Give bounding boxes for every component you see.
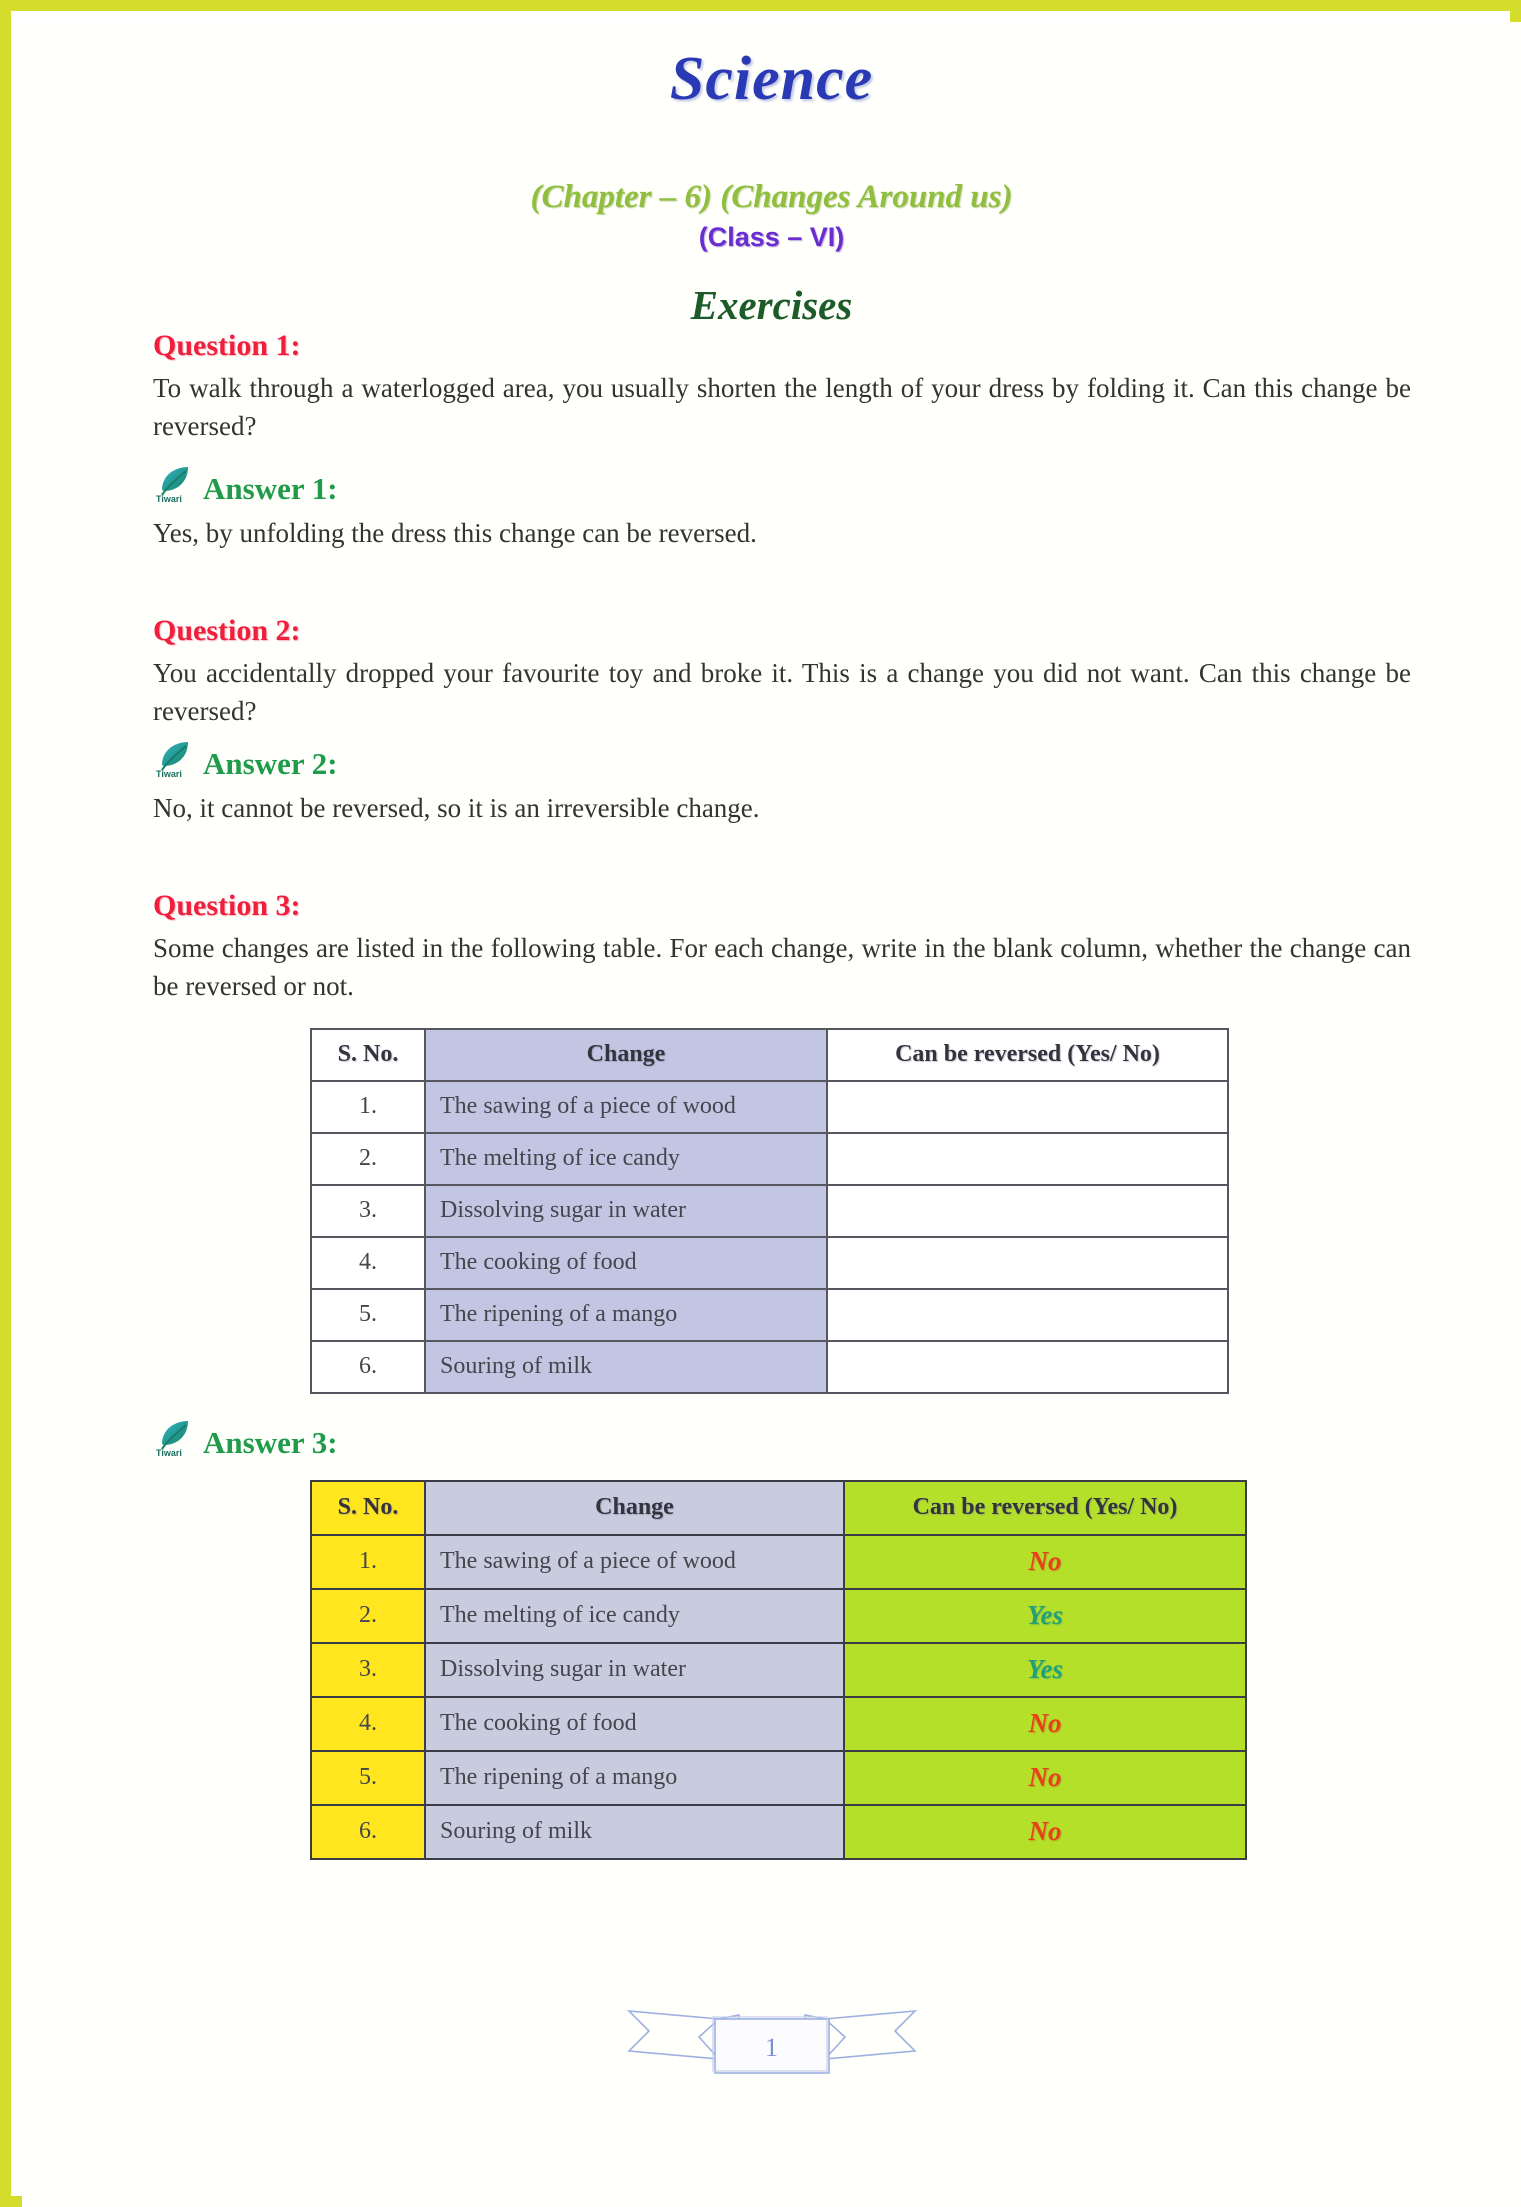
question-3-text: Some changes are listed in the following table. For each change, write in the blank column, whether the change can be reversed or not. bbox=[153, 932, 1411, 1002]
document-content bbox=[22, 22, 1521, 1860]
answer-1-text: Yes, by unfolding the dress this change can be reversed. bbox=[153, 517, 757, 548]
chapter-subtitle: (Chapter – 6) (Changes Around us) bbox=[530, 179, 1013, 215]
class-subtitle: (Class – VI) bbox=[698, 222, 845, 252]
table-row bbox=[311, 1341, 1228, 1393]
spacer bbox=[22, 1006, 1521, 1028]
cell-change: The cooking of food bbox=[425, 1237, 827, 1289]
question-table-wrapper bbox=[22, 1028, 1521, 1394]
cell-reversed bbox=[844, 1589, 1246, 1643]
cell-change: Dissolving sugar in water bbox=[425, 1643, 844, 1697]
question-2-text: You accidentally dropped your favourite toy and broke it. This is a change you did not want. Can this change be reversed? bbox=[153, 657, 1411, 727]
question-table-body bbox=[311, 1081, 1228, 1393]
header-sno: S. No. bbox=[311, 1029, 425, 1081]
cell-change: The sawing of a piece of wood bbox=[425, 1535, 844, 1589]
answer-table bbox=[310, 1480, 1247, 1860]
reversed-value: Yes bbox=[1027, 1600, 1063, 1631]
question-1-text: To walk through a waterlogged area, you usually shorten the length of your dress by folding it. Can this change be reversed? bbox=[153, 373, 1411, 442]
tiwari-leaf-logo-icon bbox=[153, 1418, 197, 1458]
qa-block-2 bbox=[22, 614, 1521, 827]
question-2-label: Question 2: bbox=[153, 613, 301, 647]
answer-1-heading bbox=[153, 462, 1411, 504]
answer-table-body bbox=[311, 1535, 1246, 1859]
cell-reversed bbox=[844, 1805, 1246, 1859]
spacer bbox=[22, 827, 1521, 889]
header-change: Change bbox=[425, 1481, 844, 1535]
table-row bbox=[311, 1133, 1228, 1185]
cell-reversed[interactable] bbox=[827, 1133, 1228, 1185]
svg-text:Tiwari: Tiwari bbox=[156, 768, 182, 779]
table-header-row bbox=[311, 1029, 1228, 1081]
cell-sno: 1. bbox=[311, 1535, 425, 1589]
table-row bbox=[311, 1697, 1246, 1751]
reversed-value: No bbox=[1028, 1816, 1062, 1847]
table-row bbox=[311, 1237, 1228, 1289]
cell-change: The melting of ice candy bbox=[425, 1133, 827, 1185]
answer-3-label: Answer 3: bbox=[203, 1424, 338, 1460]
cell-change: The ripening of a mango bbox=[425, 1751, 844, 1805]
cell-change: The ripening of a mango bbox=[425, 1289, 827, 1341]
cell-sno: 5. bbox=[311, 1289, 425, 1341]
cell-change: The sawing of a piece of wood bbox=[425, 1081, 827, 1133]
question-1-label: Question 1: bbox=[153, 329, 301, 362]
reversed-value: Yes bbox=[1027, 1654, 1063, 1685]
cell-reversed[interactable] bbox=[827, 1289, 1228, 1341]
cell-reversed[interactable] bbox=[827, 1185, 1228, 1237]
cell-change: Dissolving sugar in water bbox=[425, 1185, 827, 1237]
cell-change: Souring of milk bbox=[425, 1805, 844, 1859]
table-row bbox=[311, 1589, 1246, 1643]
cell-reversed[interactable] bbox=[827, 1081, 1228, 1133]
question-table bbox=[310, 1028, 1229, 1394]
cell-change: The melting of ice candy bbox=[425, 1589, 844, 1643]
header-reversed: Can be reversed (Yes/ No) bbox=[827, 1029, 1228, 1081]
reversed-value: No bbox=[1028, 1546, 1062, 1577]
question-3-label: Question 3: bbox=[153, 888, 301, 922]
cell-reversed bbox=[844, 1535, 1246, 1589]
cell-sno: 2. bbox=[311, 1133, 425, 1185]
answer-table-wrapper bbox=[22, 1480, 1521, 1860]
header-sno: S. No. bbox=[311, 1481, 425, 1535]
header-change: Change bbox=[425, 1029, 827, 1081]
cell-reversed[interactable] bbox=[827, 1237, 1228, 1289]
cell-sno: 3. bbox=[311, 1643, 425, 1697]
table-row bbox=[311, 1643, 1246, 1697]
page-number-ribbon bbox=[627, 1989, 917, 2089]
tiwari-leaf-logo-icon bbox=[153, 739, 197, 779]
spacer bbox=[22, 1394, 1521, 1416]
table-row bbox=[311, 1751, 1246, 1805]
header-reversed: Can be reversed (Yes/ No) bbox=[844, 1481, 1246, 1535]
cell-sno: 4. bbox=[311, 1697, 425, 1751]
cell-sno: 2. bbox=[311, 1589, 425, 1643]
table-row bbox=[311, 1185, 1228, 1237]
qa-block-1 bbox=[22, 329, 1521, 552]
cell-reversed[interactable] bbox=[827, 1341, 1228, 1393]
cell-sno: 3. bbox=[311, 1185, 425, 1237]
cell-sno: 6. bbox=[311, 1805, 425, 1859]
tiwari-leaf-logo-icon bbox=[153, 464, 197, 504]
table-row bbox=[311, 1081, 1228, 1133]
answer-1-label: Answer 1: bbox=[203, 470, 338, 506]
cell-reversed bbox=[844, 1751, 1246, 1805]
svg-text:Tiwari: Tiwari bbox=[156, 1447, 182, 1458]
cell-sno: 5. bbox=[311, 1751, 425, 1805]
reversed-value: No bbox=[1028, 1762, 1062, 1793]
table-header-row bbox=[311, 1481, 1246, 1535]
answer-3-block bbox=[22, 1416, 1521, 1458]
cell-change: The cooking of food bbox=[425, 1697, 844, 1751]
page-number: 1 bbox=[765, 2033, 778, 2062]
table-row bbox=[311, 1805, 1246, 1859]
page-footer bbox=[22, 1989, 1521, 2089]
answer-2-label: Answer 2: bbox=[203, 745, 338, 781]
table-row bbox=[311, 1535, 1246, 1589]
spacer bbox=[22, 552, 1521, 614]
qa-block-3 bbox=[22, 889, 1521, 1006]
answer-2-text: No, it cannot be reversed, so it is an irreversible change. bbox=[153, 792, 760, 823]
answer-2-heading bbox=[153, 737, 1411, 779]
answer-3-heading bbox=[153, 1416, 1411, 1458]
page-canvas bbox=[22, 22, 1521, 2207]
section-heading-exercises: Exercises bbox=[690, 282, 853, 328]
cell-sno: 4. bbox=[311, 1237, 425, 1289]
reversed-value: No bbox=[1028, 1708, 1062, 1739]
cell-reversed bbox=[844, 1643, 1246, 1697]
cell-change: Souring of milk bbox=[425, 1341, 827, 1393]
cell-sno: 1. bbox=[311, 1081, 425, 1133]
spacer bbox=[22, 1458, 1521, 1480]
page-title: Science bbox=[669, 45, 874, 113]
cell-sno: 6. bbox=[311, 1341, 425, 1393]
cell-reversed bbox=[844, 1697, 1246, 1751]
svg-text:Tiwari: Tiwari bbox=[156, 493, 182, 504]
table-row bbox=[311, 1289, 1228, 1341]
